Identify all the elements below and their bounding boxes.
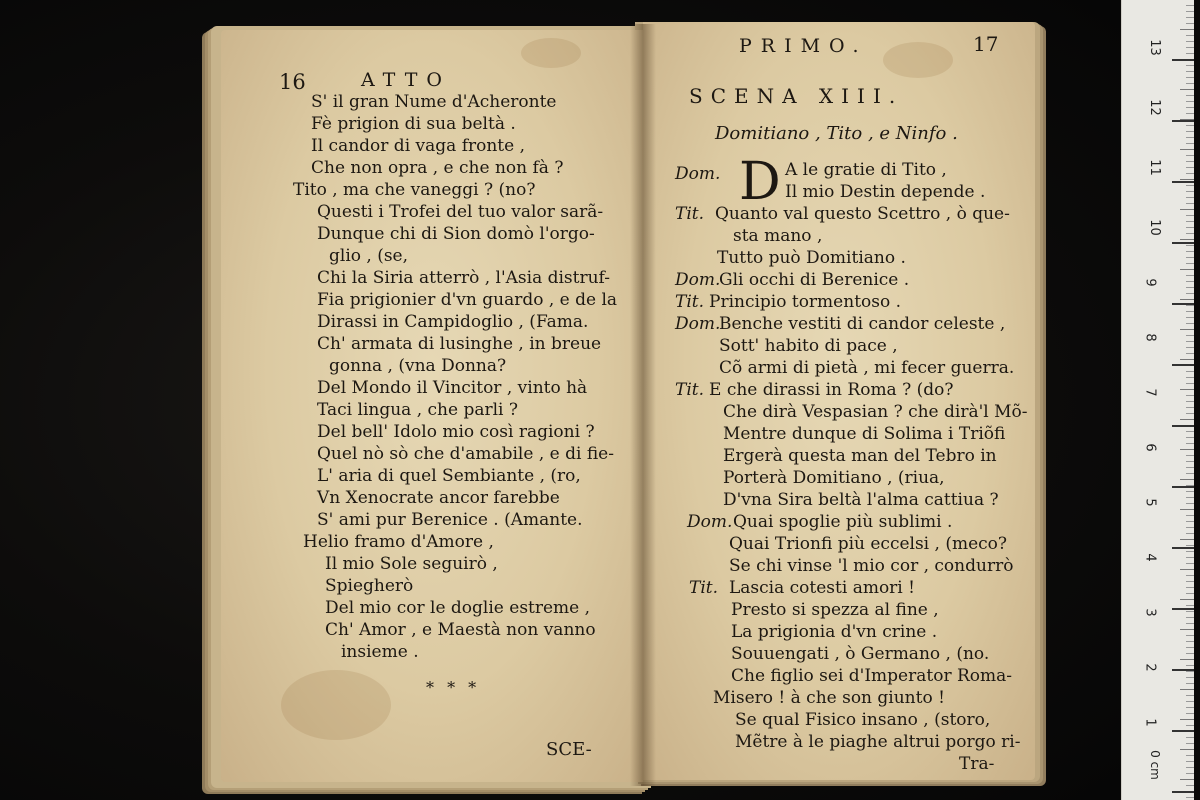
text-line: Quai Trionfi più eccelsi , (meco? (729, 534, 1008, 554)
speaker-label: Tit. (675, 292, 705, 312)
text-line: Dunque chi di Sion domò l'orgo- (317, 224, 595, 244)
text-line: Del mio cor le doglie estreme , (325, 598, 591, 618)
speaker-label: Dom. (675, 164, 721, 184)
text-line: Tito , ma che vaneggi ? (no? (293, 180, 536, 200)
ruler-unit-label: 0 cm (1147, 750, 1162, 780)
catchword: Tra- (959, 754, 995, 774)
ruler-label: 5 (1142, 498, 1158, 507)
text-line: Helio framo d'Amore , (303, 532, 494, 552)
text-line: Se chi vinse 'l mio cor , condurrò (729, 556, 1014, 576)
book-gutter (630, 24, 656, 786)
ruler-label: 13 (1146, 39, 1162, 56)
text-line: Lascia cotesti amori ! (729, 578, 915, 598)
text-line: Ergerà questa man del Tebro in (723, 446, 997, 466)
ruler-label: 12 (1146, 99, 1162, 116)
paper-stain (281, 670, 391, 740)
speaker-label: Dom. (675, 270, 721, 290)
text-line: S' il gran Nume d'Acheronte (311, 92, 557, 112)
speaker-label: Tit. (675, 380, 705, 400)
text-line: Mentre dunque di Solima i Triõfi (723, 424, 1006, 444)
paper-stain (521, 38, 581, 68)
text-line: La prigionia d'vn crine . (731, 622, 938, 642)
scene-title: SCENA XIII. (689, 84, 904, 108)
text-line: Mẽtre à le piaghe altrui porgo ri- (735, 732, 1021, 752)
speaker-label: Dom. (687, 512, 733, 532)
text-line: Gli occhi di Berenice . (719, 270, 910, 290)
text-line: Principio tormentoso . (709, 292, 902, 312)
text-line: Del bell' Idolo mio così ragioni ? (317, 422, 595, 442)
right-page (643, 22, 1035, 780)
text-line: Dirassi in Campidoglio , (Fama. (317, 312, 589, 332)
text-line: Benche vestiti di candor celeste , (719, 314, 1006, 334)
text-line: Vn Xenocrate ancor farebbe (317, 488, 560, 508)
text-line: Quel nò sò che d'amabile , e di fie- (317, 444, 614, 464)
text-line: Fia prigionier d'vn guardo , e de la (317, 290, 618, 310)
text-line: L' aria di quel Sembiante , (ro, (317, 466, 581, 486)
text-line: Che dirà Vespasian ? che dirà'l Mõ- (723, 402, 1028, 422)
measurement-ruler (1121, 0, 1194, 800)
left-page-number: 16 (279, 70, 306, 94)
ruler-label: 1 (1142, 718, 1158, 727)
ornament: * * * (426, 678, 481, 697)
text-line: D'vna Sira beltà l'alma cattiua ? (723, 490, 999, 510)
text-line: Questi i Trofei del tuo valor sarã- (317, 202, 604, 222)
text-line: Tutto può Domitiano . (717, 248, 906, 268)
text-line: Quai spoglie più sublimi . (733, 512, 953, 532)
paper-stain (883, 42, 953, 78)
text-line: Presto si spezza al fine , (731, 600, 939, 620)
open-book (205, 12, 1045, 792)
text-line: Del Mondo il Vincitor , vinto hà (317, 378, 588, 398)
text-line: S' ami pur Berenice . (Amante. (317, 510, 583, 530)
drop-cap: D (739, 152, 781, 212)
left-page (221, 30, 643, 782)
ruler-label: 4 (1142, 553, 1158, 562)
speaker-label: Tit. (689, 578, 719, 598)
ruler-label: 6 (1142, 443, 1158, 452)
text-line: insieme . (341, 642, 419, 662)
ruler-label: 11 (1146, 159, 1162, 176)
ruler-label: 10 (1146, 219, 1162, 236)
text-line: Il mio Destin depende . (785, 182, 986, 202)
text-line: Misero ! à che son giunto ! (713, 688, 945, 708)
text-line: E che dirassi in Roma ? (do? (709, 380, 954, 400)
text-line: Taci lingua , che parli ? (317, 400, 518, 420)
text-line: Se qual Fisico insano , (storo, (735, 710, 991, 730)
ruler-label: 7 (1142, 388, 1158, 397)
text-line: Sott' habito di pace , (719, 336, 898, 356)
text-line: Il candor di vaga fronte , (311, 136, 525, 156)
text-line: Cõ armi di pietà , mi fecer guerra. (719, 358, 1015, 378)
text-line: Che figlio sei d'Imperator Roma- (731, 666, 1013, 686)
ruler-label: 3 (1142, 608, 1158, 617)
right-running-head: PRIMO. (739, 35, 868, 57)
text-line: Il mio Sole seguirò , (325, 554, 498, 574)
text-line: Ch' Amor , e Maestà non vanno (325, 620, 596, 640)
catchword: SCE- (546, 739, 592, 760)
ruler-label: 2 (1142, 663, 1158, 672)
speaker-label: Dom. (675, 314, 721, 334)
right-page-number: 17 (973, 32, 999, 56)
character-list: Domitiano , Tito , e Ninfo . (715, 123, 958, 144)
text-line: Ch' armata di lusinghe , in breue (317, 334, 602, 354)
speaker-label: Tit. (675, 204, 705, 224)
ruler-label: 9 (1142, 278, 1158, 287)
text-line: Quanto val questo Scettro , ò que- (715, 204, 1010, 224)
left-running-head: ATTO (361, 69, 451, 91)
text-line: Chi la Siria atterrò , l'Asia distruf- (317, 268, 610, 288)
text-line: Porterà Domitiano , (riua, (723, 468, 945, 488)
text-line: gonna , (vna Donna? (329, 356, 507, 376)
text-line: glio , (se, (329, 246, 409, 266)
text-line: Fè prigion di sua beltà . (311, 114, 516, 134)
text-line: Che non opra , e che non fà ? (311, 158, 564, 178)
text-line: Spiegherò (325, 576, 414, 596)
text-line: sta mano , (733, 226, 823, 246)
text-line: A le gratie di Tito , (785, 160, 947, 180)
ruler-label: 8 (1142, 333, 1158, 342)
text-line: Souuengati , ò Germano , (no. (731, 644, 990, 664)
